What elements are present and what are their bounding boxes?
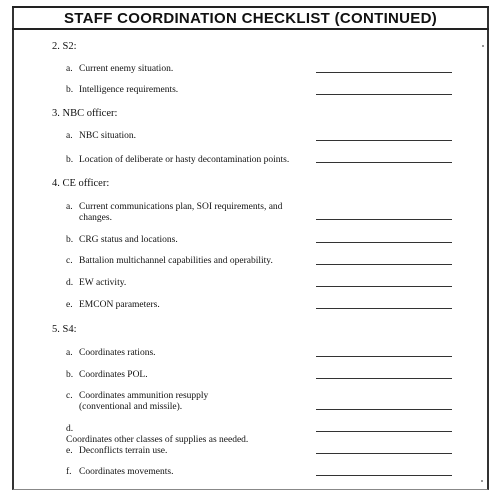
checklist-item xyxy=(66,235,306,246)
item-text: Coordinates rations. xyxy=(79,348,156,358)
item-text: Coordinates POL. xyxy=(79,370,148,380)
signoff-line xyxy=(316,72,452,73)
checklist-item xyxy=(66,64,306,75)
checklist-item xyxy=(66,300,306,311)
item-text: Coordinates movements. xyxy=(79,467,174,477)
item-letter: b. xyxy=(66,235,74,245)
page-frame xyxy=(12,6,489,490)
checklist-item xyxy=(66,370,306,381)
item-letter: c. xyxy=(66,256,73,266)
checklist-item xyxy=(66,85,306,96)
section-heading: 4. CE officer: xyxy=(52,178,110,189)
item-text: CRG status and locations. xyxy=(79,235,178,245)
signoff-line xyxy=(316,264,452,265)
item-text: Current enemy situation. xyxy=(79,64,174,74)
item-letter: a. xyxy=(66,348,73,358)
item-text: Battalion multichannel capabilities and operability. xyxy=(79,256,273,266)
signoff-line xyxy=(316,431,452,432)
section-heading: 3. NBC officer: xyxy=(52,108,118,119)
item-text: EW activity. xyxy=(79,278,127,288)
item-letter: b. xyxy=(66,85,74,95)
item-letter: e. xyxy=(66,300,73,310)
item-letter: a. xyxy=(66,64,73,74)
checklist-item xyxy=(66,202,306,224)
item-text: Coordinates ammunition resupply (conventional and missile). xyxy=(79,391,209,412)
scan-speck xyxy=(482,45,484,47)
item-text: Intelligence requirements. xyxy=(79,85,179,95)
item-letter: a. xyxy=(66,131,73,141)
item-text: EMCON parameters. xyxy=(79,300,160,310)
signoff-line xyxy=(316,140,452,141)
signoff-line xyxy=(316,409,452,410)
item-text: Current communications plan, SOI requirements, and changes. xyxy=(79,202,283,223)
section-heading: 2. S2: xyxy=(52,41,77,52)
item-letter: d. xyxy=(66,278,74,288)
item-letter: f. xyxy=(66,467,72,477)
checklist-item xyxy=(66,391,306,413)
item-text: Coordinates other classes of supplies as needed. xyxy=(66,435,249,445)
signoff-line xyxy=(316,453,452,454)
scan-speck xyxy=(481,480,483,482)
checklist-item xyxy=(66,256,306,267)
item-letter: b. xyxy=(66,370,74,380)
page-title: STAFF COORDINATION CHECKLIST (CONTINUED) xyxy=(63,9,438,27)
item-letter: b. xyxy=(66,155,74,165)
item-letter: c. xyxy=(66,391,73,401)
checklist-item xyxy=(66,131,306,142)
signoff-line xyxy=(316,242,452,243)
item-letter: e. xyxy=(66,446,73,456)
item-text: Location of deliberate or hasty decontamination points. xyxy=(79,155,290,165)
item-letter: d. xyxy=(66,424,74,434)
checklist-item xyxy=(66,278,306,289)
signoff-line xyxy=(316,308,452,309)
signoff-line xyxy=(316,475,452,476)
checklist-item xyxy=(66,348,306,359)
checklist-item xyxy=(66,467,306,478)
title-bar xyxy=(12,6,489,30)
signoff-line xyxy=(316,162,452,163)
item-letter: a. xyxy=(66,202,73,212)
checklist-item xyxy=(66,155,316,166)
checklist-item xyxy=(66,446,306,457)
signoff-line xyxy=(316,356,452,357)
signoff-line xyxy=(316,286,452,287)
item-text: Deconflicts terrain use. xyxy=(79,446,168,456)
checklist-item xyxy=(66,424,306,446)
item-text: NBC situation. xyxy=(79,131,137,141)
section-heading: 5. S4: xyxy=(52,324,77,335)
signoff-line xyxy=(316,94,452,95)
signoff-line xyxy=(316,378,452,379)
signoff-line xyxy=(316,219,452,220)
